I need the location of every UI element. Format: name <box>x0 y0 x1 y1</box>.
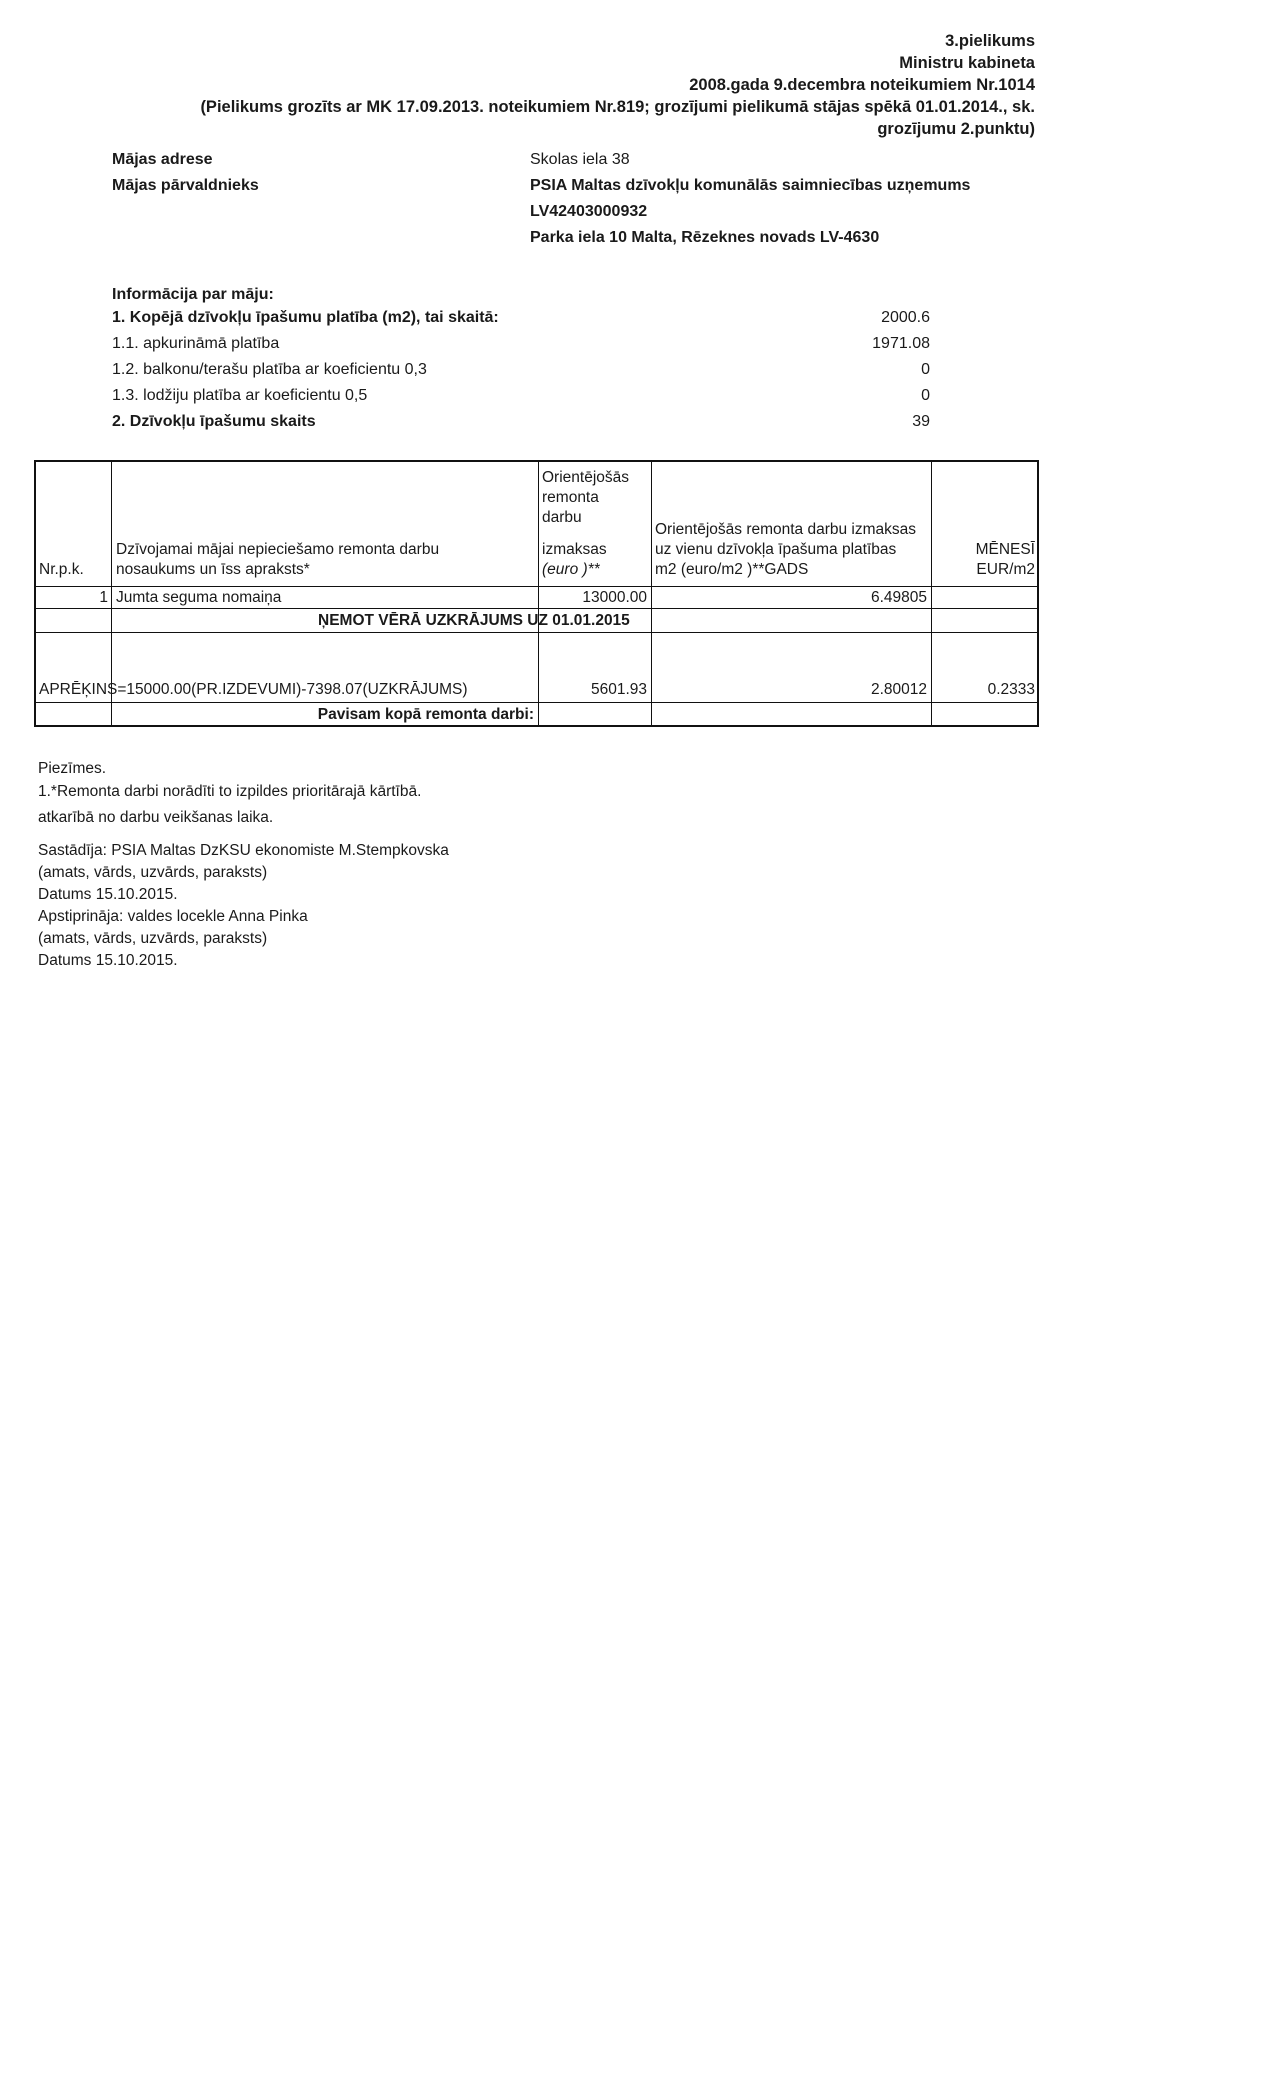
row1-nr: 1 <box>99 589 108 606</box>
col-divider <box>538 462 539 725</box>
info-apartment-count-label: 2. Dzīvokļu īpašumu skaits <box>112 413 316 430</box>
compiled-by-caption: (amats, vārds, uzvārds, paraksts) <box>38 864 268 881</box>
header-perm2-line1: Orientējošās remonta darbu izmaksas <box>655 521 917 538</box>
info-heated-area-label: 1.1. apkurināmā platība <box>112 335 280 352</box>
col-divider <box>651 462 652 725</box>
header-cost-line5: (euro )** <box>542 561 600 578</box>
manager-reg-number: LV42403000932 <box>530 203 648 220</box>
row-divider <box>36 586 1037 587</box>
total-label: Pavisam kopā remonta darbi: <box>317 706 534 723</box>
compiled-date: Datums 15.10.2015. <box>38 886 178 903</box>
info-heated-area-value: 1971.08 <box>872 335 930 352</box>
compiled-by: Sastādīja: PSIA Maltas DzKSU ekonomiste M.Stempkovska <box>38 842 449 859</box>
address-label: Mājas adrese <box>112 151 213 168</box>
manager-name: PSIA Maltas dzīvokļu komunālās saimniecības uzņemums <box>530 177 971 194</box>
row-divider <box>36 702 1037 703</box>
info-loggia-area-label: 1.3. lodžiju platība ar koeficientu 0,5 <box>112 387 368 404</box>
col-divider <box>931 462 932 725</box>
header-month-line1: MĒNESĪ <box>975 541 1035 558</box>
approved-date: Datums 15.10.2015. <box>38 952 178 969</box>
address-value: Skolas iela 38 <box>530 151 630 168</box>
info-total-area-label: 1. Kopējā dzīvokļu īpašumu platība (m2), tai skaitā: <box>112 309 499 326</box>
info-title: Informācija par māju: <box>112 286 274 303</box>
header-name-line2: nosaukums un īss apraksts* <box>116 561 310 578</box>
row-divider <box>36 632 1037 633</box>
header-month-line2: EUR/m2 <box>976 561 1035 578</box>
header-perm2-line2: uz vienu dzīvokļa īpašuma platības <box>655 541 897 558</box>
note-1: 1.*Remonta darbi norādīti to izpildes prioritārajā kārtībā. <box>38 783 422 800</box>
calc-row-cost: 5601.93 <box>590 681 647 698</box>
header-cost-line2: remonta <box>542 489 599 506</box>
annex-regulation: 2008.gada 9.decembra noteikumiem Nr.1014 <box>689 76 1035 94</box>
info-balcony-area-label: 1.2. balkonu/terašu platība ar koeficientu 0,3 <box>112 361 427 378</box>
repair-table <box>34 460 1039 727</box>
header-nr: Nr.p.k. <box>39 561 84 578</box>
info-total-area-value: 2000.6 <box>881 309 930 326</box>
row-divider <box>36 608 1037 609</box>
note-1-continued: atkarībā no darbu veikšanas laika. <box>38 809 274 826</box>
header-name-line1: Dzīvojamai mājai nepieciešamo remonta darbu <box>116 541 440 558</box>
annex-cabinet: Ministru kabineta <box>899 54 1035 72</box>
manager-label: Mājas pārvaldnieks <box>112 177 259 194</box>
info-balcony-area-value: 0 <box>921 361 930 378</box>
approved-by-caption: (amats, vārds, uzvārds, paraksts) <box>38 930 268 947</box>
annex-amendment: (Pielikums grozīts ar MK 17.09.2013. noteikumiem Nr.819; grozījumi pielikumā stājas spēkā 01.01.2014., sk. <box>200 98 1035 116</box>
row1-cost: 13000.00 <box>582 589 647 606</box>
header-cost-line1: Orientējošās <box>542 469 630 486</box>
savings-note-row: ŅEMOT VĒRĀ UZKRĀJUMS UZ 01.01.2015 <box>318 612 630 629</box>
annex-number: 3.pielikums <box>945 32 1035 50</box>
calc-row-month: 0.2333 <box>987 681 1035 698</box>
calc-row-per-m2: 2.80012 <box>870 681 927 698</box>
calc-row-text: APRĒĶINS=15000.00(PR.IZDEVUMI)-7398.07(UZKRĀJUMS) <box>39 681 468 698</box>
row1-name: Jumta seguma nomaiņa <box>116 589 282 606</box>
annex-amendment-cont: grozījumu 2.punktu) <box>877 120 1035 138</box>
info-loggia-area-value: 0 <box>921 387 930 404</box>
row1-per-m2: 6.49805 <box>870 589 927 606</box>
info-apartment-count-value: 39 <box>912 413 930 430</box>
notes-title: Piezīmes. <box>38 760 107 777</box>
approved-by: Apstiprināja: valdes locekle Anna Pinka <box>38 908 308 925</box>
header-perm2-line3: m2 (euro/m2 )**GADS <box>655 561 809 578</box>
manager-address: Parka iela 10 Malta, Rēzeknes novads LV-4630 <box>530 229 880 246</box>
header-cost-line3: darbu <box>542 509 582 526</box>
header-cost-line4: izmaksas <box>542 541 607 558</box>
